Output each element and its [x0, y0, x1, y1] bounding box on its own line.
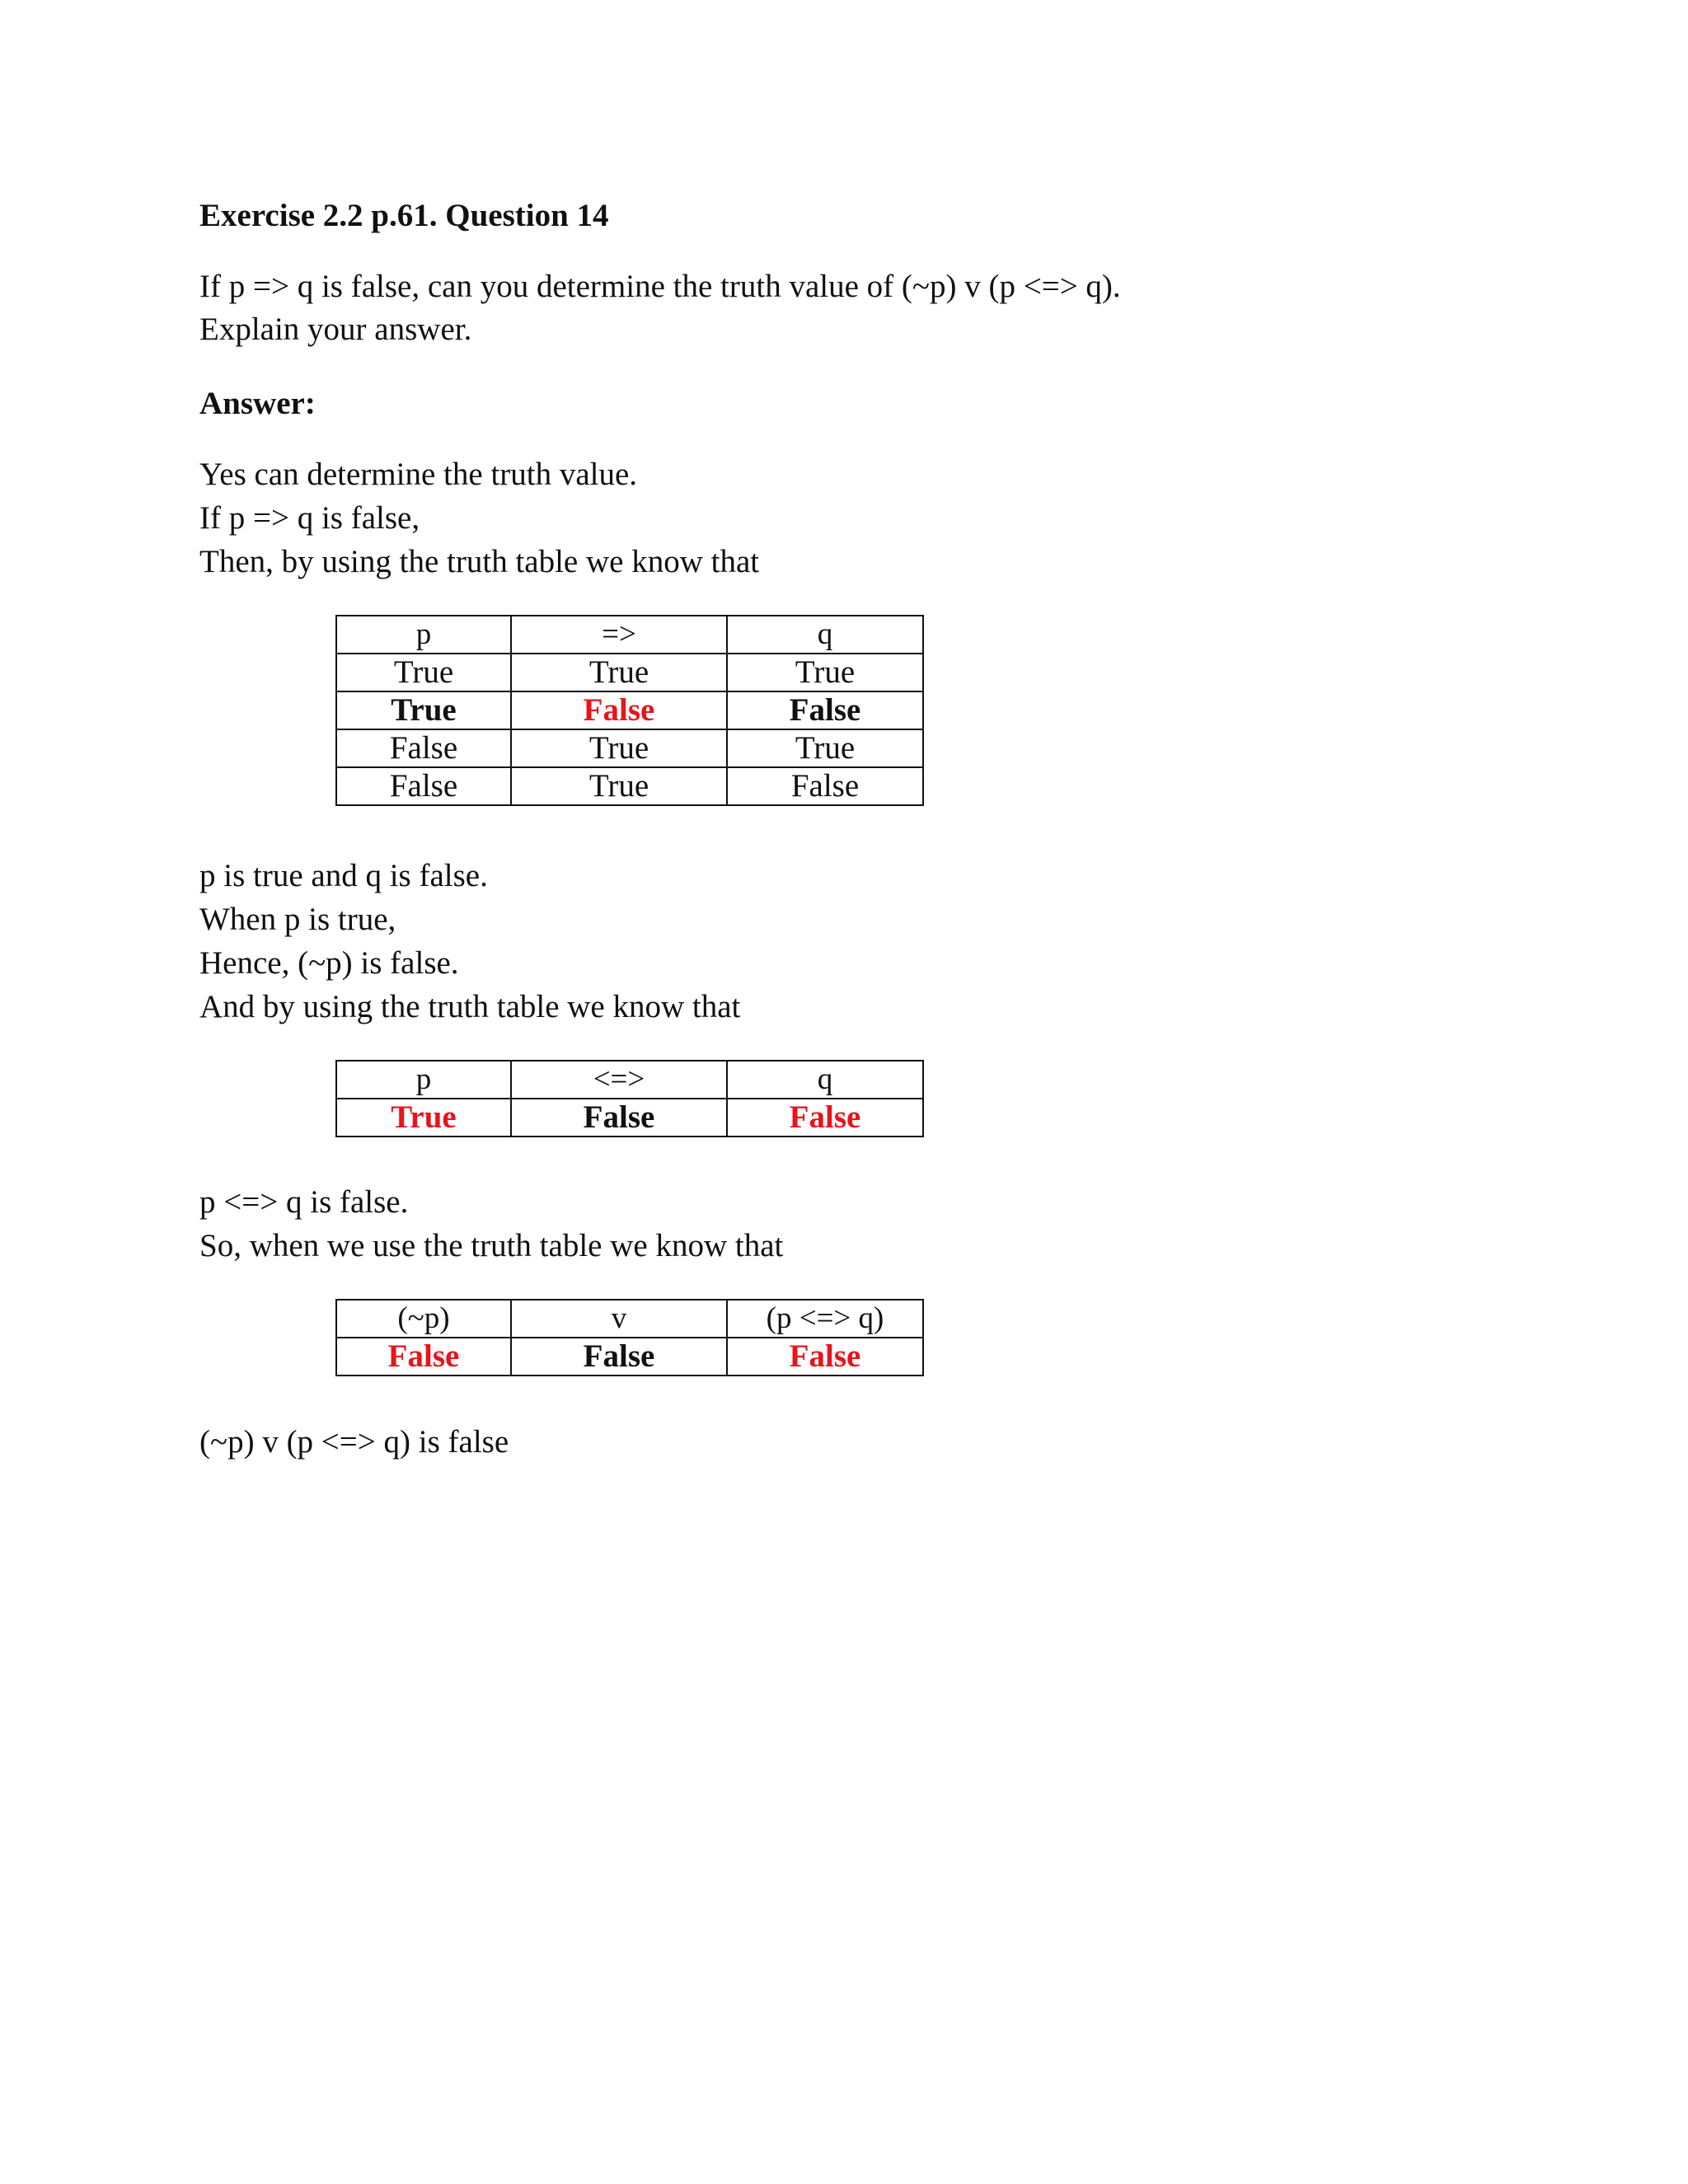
table-cell: True [511, 654, 727, 691]
table-cell: True [336, 691, 511, 729]
table-header-cell: p [336, 616, 511, 654]
table-row-highlighted [336, 691, 923, 729]
answer-line-2: If p => q is false, [199, 500, 420, 536]
answer-heading: Answer: [199, 386, 316, 421]
table-cell-highlight: True [336, 1099, 511, 1137]
table-header-row [336, 1061, 923, 1099]
table-header-cell: q [727, 616, 923, 654]
table-header-row [336, 616, 923, 654]
table-cell: False [336, 767, 511, 805]
table-row [336, 729, 923, 767]
table-header-cell: v [511, 1300, 727, 1338]
table-cell: True [336, 654, 511, 691]
table-cell: False [511, 1338, 727, 1376]
table-header-row [336, 1300, 923, 1338]
explanation-line-2: When p is true, [199, 902, 396, 937]
table-cell: False [336, 729, 511, 767]
question-line-2: Explain your answer. [199, 312, 472, 347]
table-row [336, 654, 923, 691]
table-cell-highlight: False [336, 1338, 511, 1376]
table-cell-highlight: False [727, 1338, 923, 1376]
table-row-highlighted [336, 1099, 923, 1137]
truth-table-implication [335, 615, 924, 806]
answer-line-1: Yes can determine the truth value. [199, 457, 638, 492]
table-cell: False [727, 691, 923, 729]
table-header-cell: (~p) [336, 1300, 511, 1338]
table-cell-highlight: False [727, 1099, 923, 1137]
question-line-1: If p => q is false, can you determine the truth value of (~p) v (p <=> q). [199, 269, 1121, 304]
table-header-cell: => [511, 616, 727, 654]
table-cell: False [727, 767, 923, 805]
explanation-line-1: p is true and q is false. [199, 858, 488, 893]
answer-line-3: Then, by using the truth table we know that [199, 544, 760, 579]
explanation-line-4: And by using the truth table we know that [199, 989, 741, 1024]
truth-table-disjunction [335, 1299, 924, 1376]
table-header-cell: q [727, 1061, 923, 1099]
table-cell: True [511, 729, 727, 767]
table-row-highlighted [336, 1338, 923, 1376]
table-cell: False [511, 1099, 727, 1137]
table-cell-highlight: False [511, 691, 727, 729]
conclusion-line: (~p) v (p <=> q) is false [199, 1424, 509, 1460]
explanation-line-3: Hence, (~p) is false. [199, 945, 459, 981]
table-cell: True [511, 767, 727, 805]
biconditional-result-line: p <=> q is false. [199, 1184, 409, 1220]
truth-table-biconditional [335, 1060, 924, 1137]
table-row [336, 767, 923, 805]
table-header-cell: p [336, 1061, 511, 1099]
table-header-cell: <=> [511, 1061, 727, 1099]
table-cell: True [727, 729, 923, 767]
table-cell: True [727, 654, 923, 691]
table-header-cell: (p <=> q) [727, 1300, 923, 1338]
biconditional-followup-line: So, when we use the truth table we know that [199, 1228, 784, 1263]
exercise-title: Exercise 2.2 p.61. Question 14 [199, 198, 609, 233]
